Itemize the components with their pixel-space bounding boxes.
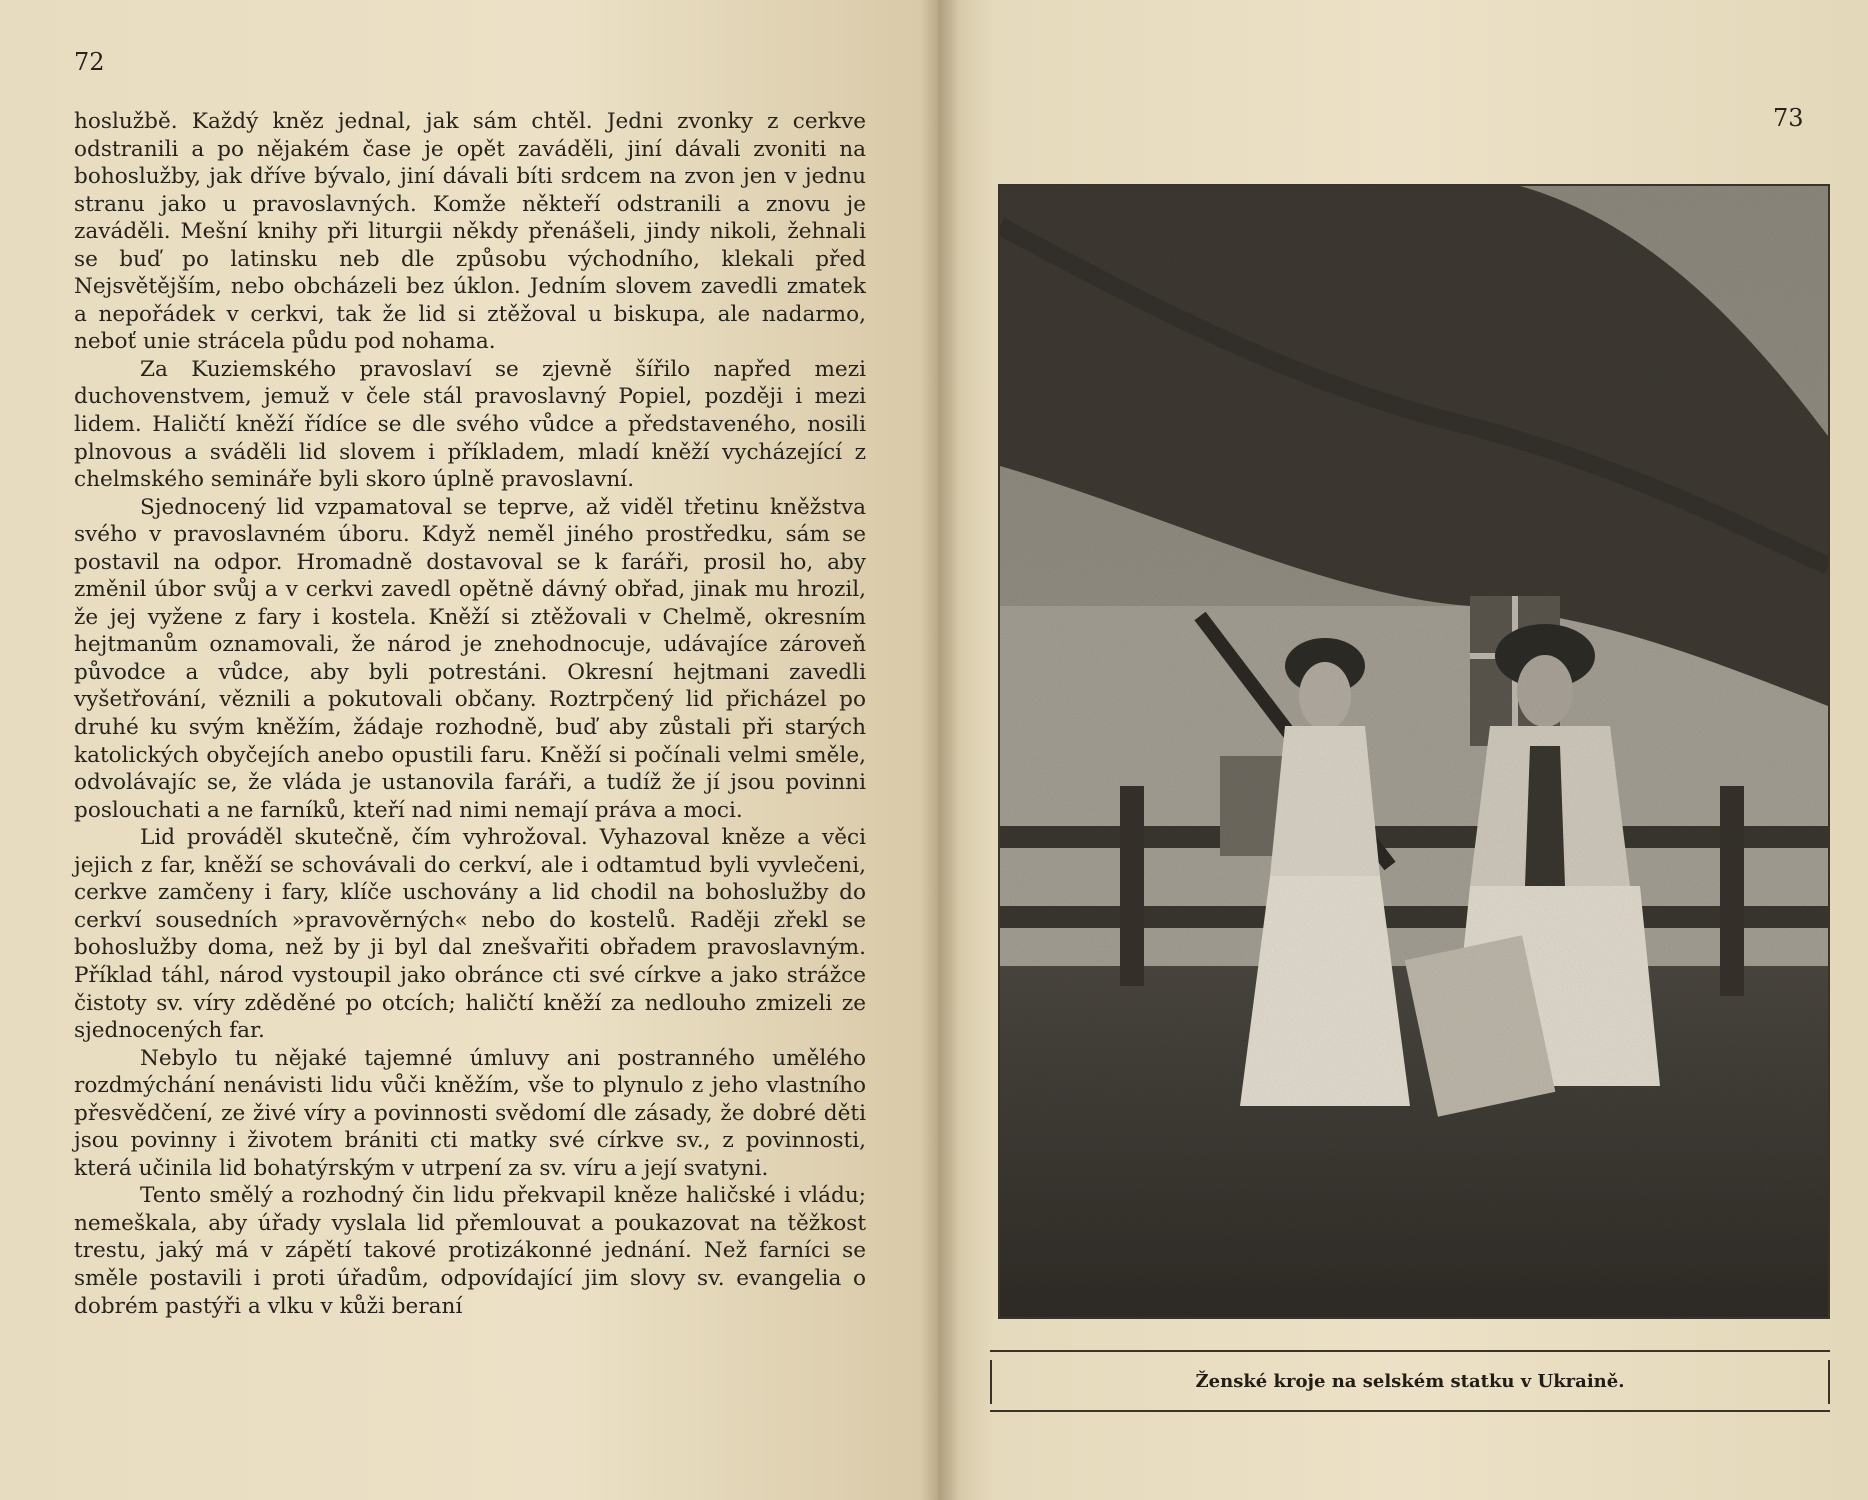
book-gutter — [920, 0, 960, 1500]
photo-illustration — [1000, 186, 1828, 1317]
photograph — [998, 184, 1830, 1319]
paragraph-4: Lid prováděl skutečně, čím vyhrožoval. Vyhazoval kněze a věci jejich z far, kněží se schovávali do cerkví, ale i odtamtud byli vyvlečeni, cerkve zamčeny i fary, klíče uschovány a lid chodil na bohoslužby do cerkví sousedních »pravověrných« nebo do kostelů. Raději zřekl se bohoslužby doma, než by ji byl dal znešvařiti obřadem pravoslavným. Příklad táhl, národ vystoupil jako obránce cti své církve a jako strážce čistoty sv. víry zděděné po otcích; haličtí kněží za nedlouho zmizeli ze sjednocených far. — [74, 825, 866, 1044]
page-number-left: 72 — [74, 48, 105, 76]
photo-caption: Ženské kroje na selském statku v Ukraině. — [1195, 1370, 1625, 1392]
paragraph-3: Sjednocený lid vzpamatoval se teprve, až viděl třetinu kněžstva svého v pravoslavném úboru. Když neměl jiného prostředku, sám se postavil na odpor. Hromadně dostavoval se k faráři, prosil ho, aby změnil úbor svůj a v cerkvi zavedl opětně dávný obřad, jinak mu hrozil, že jej vyžene z fary i kostela. Kněží si ztěžovali v Chelmě, okresním hejtmanům oznamovali, že národ je znehodnocuje, udávajíce zároveň původce a vůdce, aby byli potrestáni. Okresní hejtmani zavedli vyšetřování, věznili a pokutovali občany. Roztrpčený lid přicházel po druhé ku svým kněžím, žádaje rozhodně, buď aby zůstali při starých katolických obyčejích anebo opustili faru. Kněží si počínali velmi směle, odvolávajíc se, že vláda je ustanovila faráři, a tudíž že jí jsou povinni poslouchati a ne farníků, kteří nad nimi nemají práva a moci. — [74, 494, 866, 823]
page-number-right: 73 — [1773, 104, 1804, 132]
paragraph-5: Nebylo tu nějaké tajemné úmluvy ani postranného umělého rozdmýchání nenávisti lidu vůči kněžím, vše to plynulo z jeho vlastního přesvědčení, ze živé víry a povinnosti svědomí dle zásady, že dobré děti jsou povinny i životem brániti cti matky své církve sv., z povinnosti, která učinila lid bohatýrským v utrpení za sv. víru a její svatyni. — [74, 1045, 866, 1181]
paragraph-6: Tento smělý a rozhodný čin lidu překvapil kněze haličské i vládu; nemeškala, aby úřady vyslala lid přemlouvat a poukazovat na těžkost trestu, jaký má v zápětí takové protizákonné jednání. Než farníci se směle postavili i proti úřadům, odpovídající jim slovy sv. evangelia o dobrém pastýři a vlku v kůži beraní — [74, 1183, 866, 1319]
caption-frame — [990, 1350, 1830, 1412]
body-text — [74, 108, 866, 1320]
paragraph-2: Za Kuziemského pravoslaví se zjevně šířilo napřed mezi duchovenstvem, jemuž v čele stál pravoslavný Popiel, později i mezi lidem. Haličtí kněží řídíce se dle svého vůdce a představeného, nosili plnovous a sváděli lid slovem i příkladem, mladí kněží vycházející z chelmského semináře byli skoro úplně pravoslavní. — [74, 356, 866, 493]
paragraph-1: hoslužbě. Každý kněz jednal, jak sám chtěl. Jedni zvonky z cerkve odstranili a po nějakém čase je opět zaváděli, jiní dávali zvoniti na bohoslužby, jak dříve bývalo, jiní dávali bíti srdcem na zvon jen v jednu stranu jako u pravoslavných. Komže někteří odstranili a znovu je zaváděli. Mešní knihy při liturgii někdy přenášeli, jindy nikoli, žehnali se buď po latinsku neb dle způsobu východního, klekali před Nejsvětějším, nebo obcházeli bez úklon. Jedním slovem zavedli zmatek a nepořádek v cerkvi, tak že lid si ztěžoval u biskupa, ale nadarmo, neboť unie strácela půdu pod nohama. — [74, 109, 866, 355]
right-page — [938, 0, 1868, 1500]
